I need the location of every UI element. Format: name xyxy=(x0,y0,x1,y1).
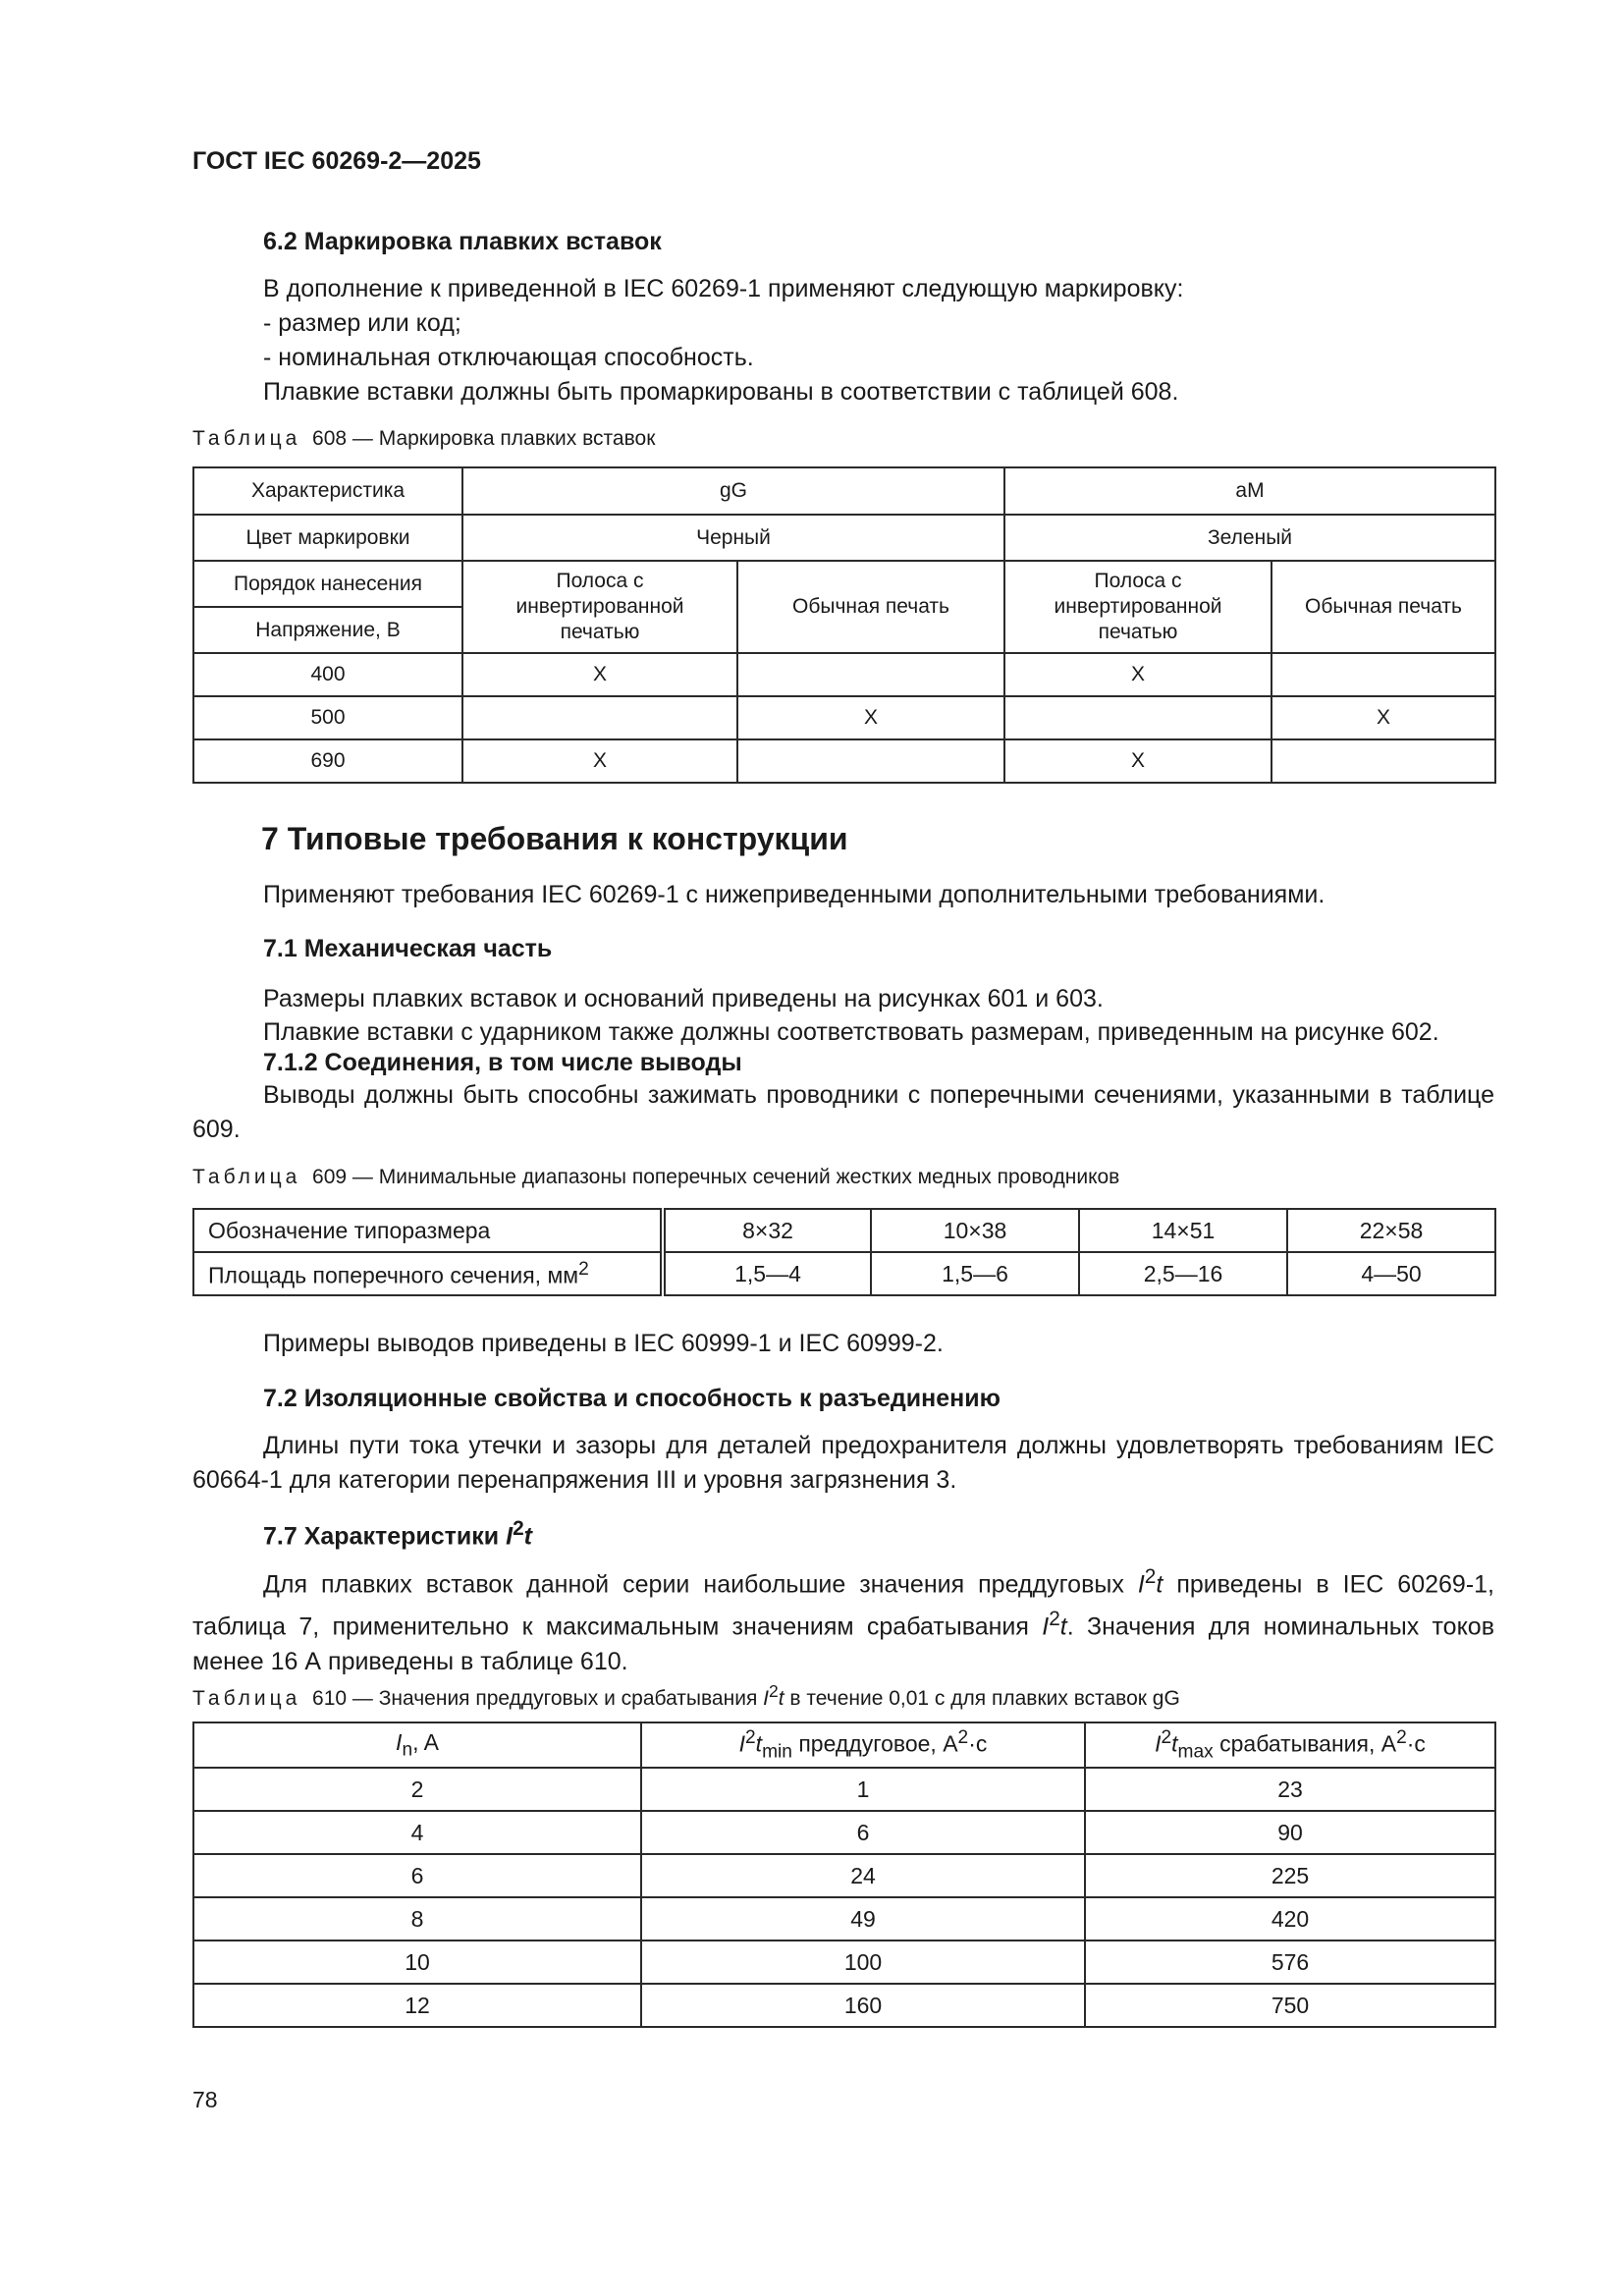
superscript: 2 xyxy=(1161,1726,1172,1748)
superscript: 2 xyxy=(957,1726,969,1748)
heading-text: 7.7 Характеристики xyxy=(263,1522,507,1551)
subscript: max xyxy=(1177,1741,1214,1763)
table-row xyxy=(193,1811,1495,1854)
table-cell: X xyxy=(462,653,737,696)
symbol-I: I xyxy=(763,1687,769,1710)
table-cell: 1,5—6 xyxy=(871,1252,1079,1295)
table-cell xyxy=(1271,739,1495,783)
table-caption-609 xyxy=(192,1166,1119,1189)
table-cell: 4 xyxy=(193,1811,641,1854)
paragraph: Примеры выводов приведены в IEC 60999-1 и IEC 60999-2. xyxy=(263,1330,944,1357)
table-cell: 10×38 xyxy=(871,1209,1079,1252)
table-cell: X xyxy=(737,696,1004,739)
section-heading-6-2: 6.2 Маркировка плавких вставок xyxy=(263,228,662,255)
table-row xyxy=(193,1897,1495,1941)
table-cell: Цвет маркировки xyxy=(193,515,462,561)
superscript: 2 xyxy=(1049,1608,1060,1631)
superscript: 2 xyxy=(578,1258,589,1280)
table-cell: 8 xyxy=(193,1897,641,1941)
table-cell: 420 xyxy=(1085,1897,1495,1941)
document-header: ГОСТ IEC 60269-2—2025 xyxy=(192,147,481,175)
table-cell: 8×32 xyxy=(663,1209,871,1252)
table-cell: 225 xyxy=(1085,1854,1495,1897)
table-cell: 14×51 xyxy=(1079,1209,1287,1252)
paragraph xyxy=(192,1559,1494,1679)
column-header xyxy=(1085,1722,1495,1768)
symbol-I: I xyxy=(506,1522,514,1551)
table-cell: 4—50 xyxy=(1287,1252,1495,1295)
symbol-t: t xyxy=(778,1687,784,1710)
table-cell: 6 xyxy=(193,1854,641,1897)
list-item: - номинальная отключающая способность. xyxy=(263,344,754,371)
caption-text: 608 — Маркировка плавких вставок xyxy=(312,427,656,450)
table-row xyxy=(193,1854,1495,1897)
table-cell: 1,5—4 xyxy=(663,1252,871,1295)
table-cell: X xyxy=(1004,653,1271,696)
superscript: 2 xyxy=(769,1681,779,1701)
paragraph: Выводы должны быть способны зажимать проводники с поперечными сечениями, указанными в таблице 609. xyxy=(192,1081,1494,1143)
table-cell: 160 xyxy=(641,1984,1085,2027)
caption-text: в течение 0,01 с для плавких вставок gG xyxy=(784,1687,1180,1710)
page-number: 78 xyxy=(192,2087,218,2112)
table-cell: 23 xyxy=(1085,1768,1495,1811)
table-cell: 2 xyxy=(193,1768,641,1811)
table-cell: Характеристика xyxy=(193,467,462,515)
symbol-I: I xyxy=(396,1728,403,1755)
table-610 xyxy=(192,1722,1496,2028)
table-cell: Черный xyxy=(462,515,1004,561)
list-item: - размер или код; xyxy=(263,309,461,337)
section-heading-7-1: 7.1 Механическая часть xyxy=(263,935,553,962)
superscript: 2 xyxy=(513,1517,524,1540)
table-row xyxy=(193,1768,1495,1811)
table-row xyxy=(193,696,1495,739)
text-run: . Значения для номинальных токов менее 16 А приведены в таблице 610. xyxy=(192,1613,1494,1675)
table-cell: 400 xyxy=(193,653,462,696)
superscript: 2 xyxy=(1396,1726,1407,1748)
paragraph: Плавкие вставки с ударником также должны соответствовать размерам, приведенным на рисунке 602. xyxy=(263,1018,1439,1046)
table-row xyxy=(193,653,1495,696)
table-cell xyxy=(737,653,1004,696)
table-caption-608 xyxy=(192,427,655,451)
header-text: преддуговое, А xyxy=(791,1730,958,1757)
superscript: 2 xyxy=(745,1726,756,1748)
table-cell: Обычная печать xyxy=(737,561,1004,653)
table-cell xyxy=(737,739,1004,783)
table-cell xyxy=(193,1252,663,1295)
table-cell: gG xyxy=(462,467,1004,515)
caption-text: 609 — Минимальные диапазоны поперечных сечений жестких медных проводников xyxy=(312,1166,1120,1188)
table-cell: 22×58 xyxy=(1287,1209,1495,1252)
table-row xyxy=(193,1941,1495,1984)
header-text: срабатывания, А xyxy=(1213,1730,1397,1757)
table-cell: Напряжение, В xyxy=(193,607,462,653)
header-text: , A xyxy=(412,1728,439,1755)
subscript: min xyxy=(762,1741,792,1763)
symbol-I: I xyxy=(1042,1613,1050,1641)
table-cell: X xyxy=(462,739,737,783)
paragraph-line: В дополнение к приведенной в IEC 60269-1 применяют следующую маркировку: xyxy=(263,275,1184,302)
caption-word: Таблица xyxy=(192,427,301,450)
column-header xyxy=(641,1722,1085,1768)
column-header xyxy=(193,1722,641,1768)
table-cell: 6 xyxy=(641,1811,1085,1854)
paragraph: Применяют требования IEC 60269-1 с нижеприведенными дополнительными требованиями. xyxy=(263,881,1325,908)
header-text: ·с xyxy=(968,1730,988,1757)
table-cell: 1 xyxy=(641,1768,1085,1811)
symbol-t: t xyxy=(1171,1730,1178,1757)
table-cell: 750 xyxy=(1085,1984,1495,2027)
table-row xyxy=(193,1252,1495,1295)
cell-label: Площадь поперечного сечения, мм xyxy=(208,1262,579,1288)
table-cell xyxy=(462,696,737,739)
paragraph: Длины пути тока утечки и зазоры для деталей предохранителя должны удовлетворять требованиям IEC 60664-1 для категории перенапряжения III и уровня загрязнения 3. xyxy=(192,1432,1494,1494)
table-cell: 500 xyxy=(193,696,462,739)
section-heading-7-2: 7.2 Изоляционные свойства и способность к разъединению xyxy=(263,1385,1001,1412)
table-row xyxy=(193,467,1495,515)
symbol-I: I xyxy=(1155,1730,1162,1757)
symbol-t: t xyxy=(523,1522,532,1551)
table-row xyxy=(193,515,1495,561)
table-cell: Зеленый xyxy=(1004,515,1495,561)
table-row xyxy=(193,1984,1495,2027)
table-cell xyxy=(1271,653,1495,696)
table-cell: 49 xyxy=(641,1897,1085,1941)
table-cell: 100 xyxy=(641,1941,1085,1984)
header-text: ·с xyxy=(1406,1730,1426,1757)
table-cell: X xyxy=(1271,696,1495,739)
table-caption-610 xyxy=(192,1681,1180,1711)
table-cell: 576 xyxy=(1085,1941,1495,1984)
text-run: Для плавких вставок данной серии наибольшие значения преддуговых xyxy=(263,1570,1138,1599)
table-608 xyxy=(192,466,1496,784)
table-cell: 10 xyxy=(193,1941,641,1984)
table-row xyxy=(193,1209,1495,1252)
section-heading-7-7 xyxy=(263,1517,532,1551)
paragraph: Размеры плавких вставок и оснований приведены на рисунках 601 и 603. xyxy=(263,985,1104,1012)
symbol-I: I xyxy=(738,1730,746,1757)
table-609 xyxy=(192,1208,1496,1296)
caption-text: 610 — Значения преддуговых и срабатывания xyxy=(312,1687,764,1710)
section-heading-7-1-2: 7.1.2 Соединения, в том числе выводы xyxy=(263,1049,742,1076)
superscript: 2 xyxy=(1144,1565,1157,1588)
paragraph-line: Плавкие вставки должны быть промаркированы в соответствии с таблицей 608. xyxy=(263,378,1179,406)
table-row xyxy=(193,561,1495,607)
table-row xyxy=(193,739,1495,783)
table-row xyxy=(193,1722,1495,1768)
table-cell: Полоса с инвертированной печатью xyxy=(1004,561,1271,653)
symbol-t: t xyxy=(1156,1570,1163,1599)
table-cell: Порядок нанесения xyxy=(193,561,462,607)
table-cell: Обычная печать xyxy=(1271,561,1495,653)
text-run: приведены в IEC 60269-1, таблица 7, применительно к максимальным значениям срабатывания xyxy=(192,1570,1494,1641)
table-cell xyxy=(1004,696,1271,739)
table-cell: Обозначение типоразмера xyxy=(193,1209,663,1252)
table-cell: 2,5—16 xyxy=(1079,1252,1287,1295)
symbol-I: I xyxy=(1137,1570,1145,1599)
caption-word: Таблица xyxy=(192,1687,301,1710)
table-cell: aM xyxy=(1004,467,1495,515)
table-cell: Полоса с инвертированной печатью xyxy=(462,561,737,653)
section-heading-7: 7 Типовые требования к конструкции xyxy=(261,821,848,856)
table-cell: 12 xyxy=(193,1984,641,2027)
subscript: n xyxy=(402,1739,413,1761)
table-cell: X xyxy=(1004,739,1271,783)
table-cell: 90 xyxy=(1085,1811,1495,1854)
symbol-t: t xyxy=(1059,1613,1067,1641)
table-cell: 690 xyxy=(193,739,462,783)
symbol-t: t xyxy=(755,1730,763,1757)
table-cell: 24 xyxy=(641,1854,1085,1897)
caption-word: Таблица xyxy=(192,1166,301,1188)
